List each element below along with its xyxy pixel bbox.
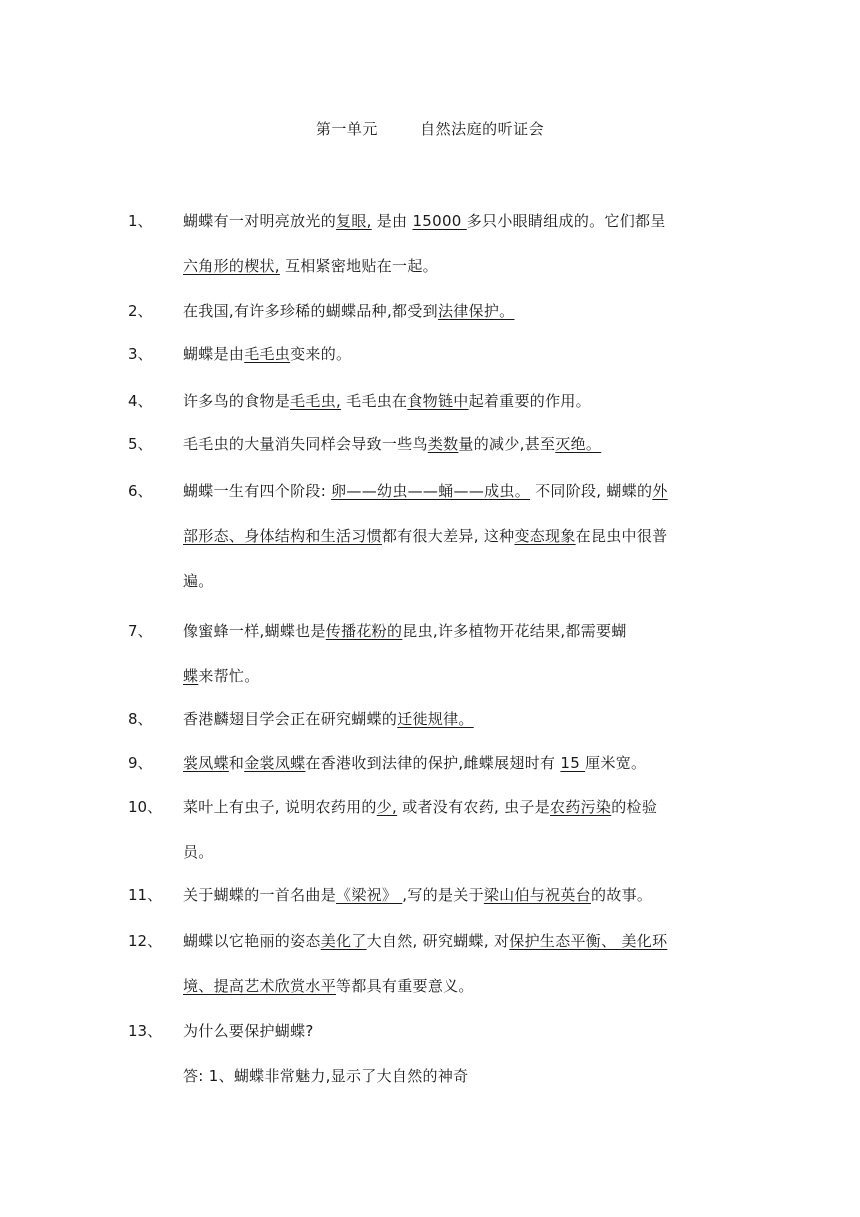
question-text: 和: [228, 754, 245, 772]
question-number: 7、: [128, 622, 153, 640]
question-text: 量的减少,甚至: [458, 435, 556, 453]
question-text: 等都具有重要意义。: [336, 977, 474, 995]
question-text-line: [183, 210, 666, 231]
question-number: 8、: [128, 710, 153, 728]
question-text: 许多鸟的食物是: [183, 392, 291, 410]
question-text-line: [183, 620, 627, 641]
question-text-line: [183, 433, 601, 454]
question-text: 遍。: [183, 572, 214, 590]
answer-fill-text: 蝶: [183, 667, 199, 685]
question-text-line: [183, 255, 438, 276]
question-text: 在香港收到法律的保护,雌蝶展翅时有: [305, 754, 561, 772]
answer-fill-text: 变态现象: [514, 527, 576, 545]
answer-fill-text: 部形态、身体结构和生活习惯: [183, 527, 382, 545]
question-text: 蝴蝶是由: [183, 345, 245, 363]
answer-fill-text: 少,: [376, 798, 398, 816]
question-number: 4、: [128, 392, 153, 410]
answer-fill-text: 裳凤蝶: [183, 754, 229, 772]
question-number: 11、: [128, 886, 163, 904]
question-text: 毛毛虫的大量消失同样会导致一些鸟: [183, 435, 428, 453]
question-text-line: [183, 841, 214, 862]
answer-fill-text: 食物链中: [407, 392, 469, 410]
answer-fill-text: 卵——幼虫——蛹——成虫。: [331, 482, 531, 500]
question-text: 都有很大差异, 这种: [381, 527, 515, 545]
answer-fill-text: 灭绝。: [555, 435, 602, 453]
question-number: 2、: [128, 302, 153, 320]
question-text: 变来的。: [290, 345, 352, 363]
answer-fill-text: 复眼,: [336, 212, 372, 230]
question-text: 不同阶段, 蝴蝶的: [530, 482, 653, 500]
question-text: 来帮忙。: [198, 667, 260, 685]
question-text-line: [183, 752, 646, 773]
question-text: 的检验: [611, 798, 658, 816]
question-text: 或者没有农药, 虫子是: [397, 798, 551, 816]
question-text: 香港麟翅目学会正在研究蝴蝶的: [183, 710, 398, 728]
answer-fill-text: 法律保护。: [437, 302, 515, 320]
answer-fill-text: 传播花粉的: [325, 622, 403, 640]
answer-fill-text: 《梁祝》: [336, 886, 403, 904]
answer-fill-text: 六角形的楔状,: [183, 257, 280, 275]
answer-fill-text: 境、提高艺术欣赏水平: [183, 977, 337, 995]
answer-fill-text: 梁山伯与祝英台: [483, 886, 591, 904]
question-text: 员。: [183, 843, 214, 861]
question-text: 蝴蝶一生有四个阶段:: [183, 482, 332, 500]
question-text: 在昆虫中很普: [575, 527, 668, 545]
question-text-line: [183, 343, 351, 364]
question-number: 12、: [128, 932, 163, 950]
answer-fill-text: 15000: [412, 212, 467, 230]
question-text: 在我国,有许多珍稀的蝴蝶品种,都受到: [183, 302, 438, 320]
answer-fill-text: 迁徙规律。: [397, 710, 474, 728]
question-text: 多只小眼睛组成的。它们都呈: [466, 212, 666, 230]
question-number: 10、: [128, 798, 163, 816]
question-number: 13、: [128, 1022, 163, 1040]
question-text: 厘米宽。: [585, 754, 647, 772]
question-number: 6、: [128, 482, 153, 500]
question-text-line: [183, 480, 668, 501]
question-text-line: [183, 300, 514, 321]
question-text: 起着重要的作用。: [468, 392, 591, 410]
question-text: 关于蝴蝶的一首名曲是: [183, 886, 337, 904]
answer-fill-text: 类数: [427, 435, 459, 453]
question-number: 9、: [128, 754, 153, 772]
question-text-line: [183, 525, 667, 546]
question-text: 菜叶上有虫子, 说明农药用的: [183, 798, 377, 816]
question-text: 互相紧密地贴在一起。: [279, 257, 438, 275]
question-text-line: [183, 665, 260, 686]
question-text: 的故事。: [590, 886, 653, 904]
question-text-line: [183, 390, 591, 411]
question-text: 毛毛虫在: [341, 392, 408, 410]
question-text-line: [183, 1065, 468, 1086]
question-text: 为什么要保护蝴蝶?: [183, 1022, 314, 1040]
question-text: 像蜜蜂一样,蝴蝶也是: [183, 622, 326, 640]
answer-fill-text: 保护生态平衡、 美化环: [509, 932, 668, 950]
question-number: 1、: [128, 212, 153, 230]
answer-fill-text: 15: [560, 754, 586, 772]
question-text: 答: 1、蝴蝶非常魅力,显示了大自然的神奇: [183, 1067, 469, 1085]
answer-fill-text: 毛毛虫: [244, 345, 291, 363]
answer-fill-text: 外: [652, 482, 668, 500]
answer-fill-text: 农药污染: [550, 798, 612, 816]
question-number: 3、: [128, 345, 153, 363]
question-text-line: [183, 930, 667, 951]
question-text: 昆虫,许多植物开花结果,都需要蝴: [402, 622, 627, 640]
page-title: 第一单元 自然法庭的听证会: [315, 120, 545, 138]
answer-fill-text: 美化了: [320, 932, 367, 950]
question-text: ,写的是关于: [402, 886, 484, 904]
question-text: 大自然, 研究蝴蝶, 对: [366, 932, 510, 950]
question-text-line: [183, 570, 214, 591]
question-text-line: [183, 975, 474, 996]
question-text-line: [183, 708, 474, 729]
answer-fill-text: 金裳凤蝶: [244, 754, 306, 772]
question-text: 蝴蝶以它艳丽的姿态: [183, 932, 321, 950]
answer-fill-text: 毛毛虫,: [290, 392, 342, 410]
question-text-line: [183, 796, 657, 817]
question-text-line: [183, 1020, 314, 1041]
question-text-line: [183, 884, 652, 905]
question-text: 蝴蝶有一对明亮放光的: [183, 212, 337, 230]
question-number: 5、: [128, 435, 153, 453]
question-text: 是由: [371, 212, 413, 230]
